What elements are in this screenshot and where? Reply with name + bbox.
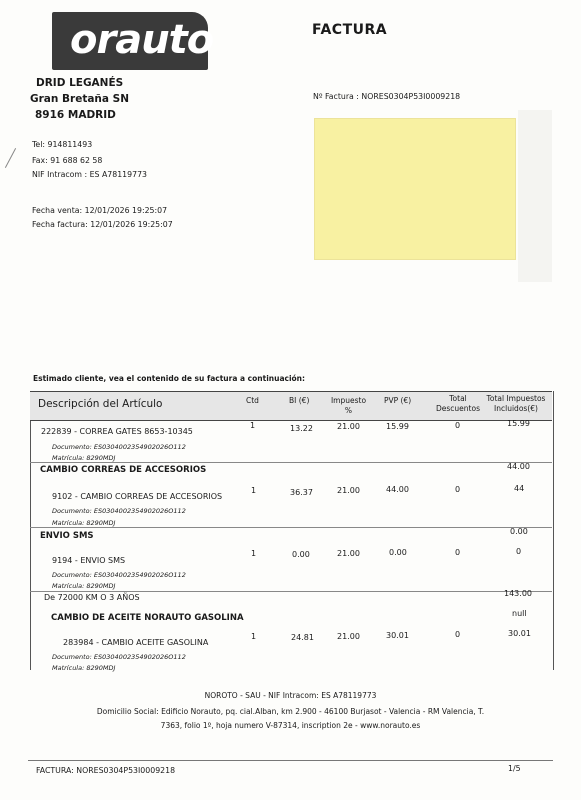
row1-tax: 21.00 xyxy=(337,422,360,431)
redaction-sticky-note xyxy=(314,118,516,260)
group4-subtitle: CAMBIO DE ACEITE NORAUTO GASOLINA xyxy=(51,613,244,623)
header-pvp: PVP (€) xyxy=(384,396,412,405)
shop-city: 8916 MADRID xyxy=(35,109,116,121)
sale-date: Fecha venta: 12/01/2026 19:25:07 xyxy=(32,206,168,215)
footer-divider xyxy=(28,760,553,761)
row2-tax: 21.00 xyxy=(337,486,360,495)
header-bi: BI (€) xyxy=(289,396,310,405)
header-total-line1: Total Impuestos xyxy=(486,394,546,403)
footer-invoice-ref: FACTURA: NORES0304P53I0009218 xyxy=(36,766,176,775)
row2-pvp: 44.00 xyxy=(386,485,409,494)
header-total-line2: Incluidos(€) xyxy=(494,404,538,413)
header-tax xyxy=(326,396,371,416)
row3-document: Documento: ES0304002354902026O112 xyxy=(52,571,186,579)
logo-text: orauto xyxy=(70,17,214,63)
group3-title: ENVIO SMS xyxy=(40,531,94,541)
norauto-logo xyxy=(52,12,214,70)
row4-qty: 1 xyxy=(251,632,257,641)
row3-plate: Matrícula: 8290MDJ xyxy=(52,582,116,590)
header-tax-label: Impuesto xyxy=(330,396,367,405)
row4-pvp: 30.01 xyxy=(386,631,409,640)
row2-item: 9102 - CAMBIO CORREAS DE ACCESORIOS xyxy=(52,492,223,501)
row4-total: 30.01 xyxy=(508,629,531,638)
scan-mark xyxy=(5,148,16,168)
group2-title: CAMBIO CORREAS DE ACCESORIOS xyxy=(40,465,207,475)
company-registry: 7363, folio 1º, hoja numero V-87314, inscription 2e - www.norauto.es xyxy=(160,721,421,730)
shop-phone: Tel: 914811493 xyxy=(32,140,93,149)
row3-bi: 0.00 xyxy=(292,550,310,559)
row2-total: 44 xyxy=(514,484,525,493)
group2-total: 44.00 xyxy=(507,462,530,471)
row-divider xyxy=(30,591,552,592)
row3-item: 9194 - ENVIO SMS xyxy=(52,556,126,565)
row1-plate: Matrícula: 8290MDJ xyxy=(52,454,116,462)
document-title: FACTURA xyxy=(312,22,388,38)
header-tax-unit: % xyxy=(344,406,353,415)
intro-text: Estimado cliente, vea el contenido de su factura a continuación: xyxy=(33,374,306,383)
row3-qty: 1 xyxy=(251,549,257,558)
row1-document: Documento: ES0304002354902026O112 xyxy=(52,443,186,451)
shop-nif: NIF Intracom : ES A78119773 xyxy=(32,170,147,179)
header-description: Descripción del Artículo xyxy=(38,398,163,410)
invoice-date: Fecha factura: 12/01/2026 19:25:07 xyxy=(32,220,173,229)
row1-discount: 0 xyxy=(455,421,461,430)
invoice-number: Nº Factura : NORES0304P53I0009218 xyxy=(313,92,461,101)
row3-total: 0 xyxy=(516,547,522,556)
header-total xyxy=(484,394,548,414)
company-legal: NOROTO - SAU - NIF Intracom: ES A78119773 xyxy=(204,691,377,700)
row3-tax: 21.00 xyxy=(337,549,360,558)
row3-pvp: 0.00 xyxy=(389,548,407,557)
row1-qty: 1 xyxy=(250,421,256,430)
row3-discount: 0 xyxy=(455,548,461,557)
header-discount-line2: Descuentos xyxy=(436,404,480,413)
row2-discount: 0 xyxy=(455,485,461,494)
header-discount xyxy=(433,394,483,414)
scan-shadow xyxy=(518,110,552,282)
row2-plate: Matrícula: 8290MDJ xyxy=(52,519,116,527)
row2-bi: 36.37 xyxy=(290,488,313,497)
shop-fax: Fax: 91 688 62 58 xyxy=(32,156,103,165)
row4-item: 283984 - CAMBIO ACEITE GASOLINA xyxy=(63,638,209,647)
group4-title: De 72000 KM O 3 AÑOS xyxy=(44,593,140,602)
row4-discount: 0 xyxy=(455,630,461,639)
group4-null: null xyxy=(512,609,527,618)
page-number: 1/5 xyxy=(508,764,521,773)
row2-document: Documento: ES0304002354902026O112 xyxy=(52,507,186,515)
group3-total: 0.00 xyxy=(510,527,528,536)
row2-qty: 1 xyxy=(251,486,257,495)
header-discount-line1: Total xyxy=(449,394,467,403)
row4-document: Documento: ES0304002354902026O112 xyxy=(52,653,186,661)
shop-name: DRID LEGANÉS xyxy=(36,77,124,89)
row4-plate: Matrícula: 8290MDJ xyxy=(52,664,116,672)
row1-pvp: 15.99 xyxy=(386,422,409,431)
row4-bi: 24.81 xyxy=(291,633,314,642)
row-divider xyxy=(30,527,552,528)
row4-tax: 21.00 xyxy=(337,632,360,641)
row-divider xyxy=(30,462,552,463)
header-qty: Ctd xyxy=(246,396,259,405)
shop-street: Gran Bretaña SN xyxy=(30,93,129,105)
row1-bi: 13.22 xyxy=(290,424,313,433)
group4-total: 143.00 xyxy=(504,589,532,598)
company-address: Domicilio Social: Edificio Norauto, pq. cial.Alban, km 2.900 - 46100 Burjasot - Valencia - RM Valencia, T. xyxy=(96,707,485,716)
row1-item: 222839 - CORREA GATES 8653-10345 xyxy=(41,427,193,436)
row1-total: 15.99 xyxy=(507,419,530,428)
